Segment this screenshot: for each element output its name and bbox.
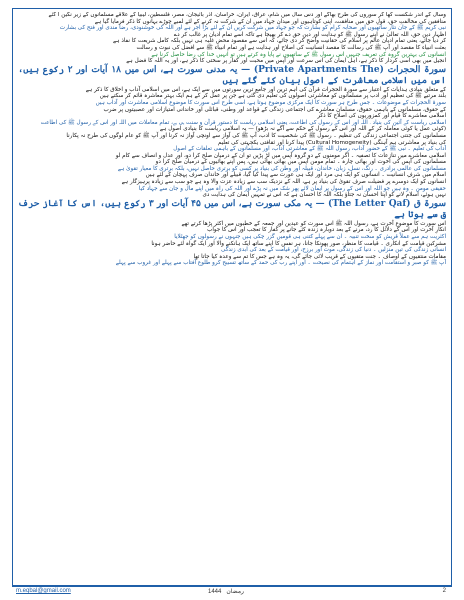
page-number: 2 (442, 588, 446, 594)
text-line: نبی کریم ﷺ کے جان نثار ساتھیوں اور صحابہ کرام کو بشارت کہ جو جہاد میں شرکت کریں ان کے لئے بڑا اجر ہے اور اللہ کی خوشنودی، رضا مندی اور فتح کی بشارت (59, 25, 446, 32)
section-heading: سورۃ ق (The Letter Qaf) — یہ مکی سورت ہے، اس میں ۴۵ آیات اور ۳ رکوع ہیں، اس کا آغاز حرف ق سے ہوتا ہے (18, 198, 446, 220)
text-line: انسانوں کو ایک دوسرے پر فضیلت صرف تقویٰ کی بنیاد پر ہے، اللہ کے نزدیک سب سے زیادہ عزت والا وہ ہے جو سب سے زیادہ پرہیزگار ہے (121, 179, 446, 186)
page-footer (12, 588, 452, 598)
text-line: منافقین کی مخالفتِ حق، قولِ حق میں منافقت، اپنی کوتاہیوں اور میدان جہاد میں ان کے شرکت نہ کرنے کے لئے لمبے چوڑے بہانوں کا ذکر فرمایا گیا ہے (94, 18, 446, 25)
text-line: کے متعلق بنیادی ہدایات کے اعتبار سے سورۃ الحجرات قرآن کی اہم ترین اور جامع ترین سورتوں میں سے ایک ہے، اس میں اسلامی آداب و اخلاق کا ذکر ہے (85, 86, 446, 93)
text-line: اسلامی معاشرے میں تنازعات کا تصفیہ ۔ اگر مومنوں کے دو گروہ آپس میں لڑ پڑیں تو ان کے درمیان صلح کرا دو، اور عدل و انصاف سے کام لو (115, 152, 446, 159)
text-line: اسلام میں شرفِ انسانیت ۔ انسانوں کو ایک ہی مرد اور ایک ہی عورت سے پیدا کیا گیا، قبیلے اور خاندان صرف پہچان کے لئے ہیں (145, 172, 446, 179)
author-email-link[interactable]: m.eqbal@gmail.com (16, 588, 71, 594)
text-line: انکارِ آخرت اور اس کے دلائل کا رد، مرنے کے بعد دوبارہ زندہ کئے جانے پر کفار کا تعجب اور اس کا جواب (207, 227, 446, 234)
footer-date (208, 588, 244, 595)
text-line: انجیل میں بھی اسی کردار کا ذکر ہے، اہل ایمان کی اس سرعت اور آپس میں محبت اور کفار پر سختی کا ذکر ہے، اور یہ اللہ کا فضل ہے (126, 58, 446, 65)
text-line: اس سورت کا موضوع آخرت ہے، رسول اللہ ﷺ اس سورت کو عیدین اور جمعہ کے خطبوں میں اکثر پڑھا کرتے تھے (181, 220, 446, 227)
text-line: مقامات منتقیوں کے اوصاف ۔ جنت متقیوں کے قریب لائی جائے گی، یہ وہ ہے جس کا تم سے وعدہ کیا جاتا تھا (193, 253, 446, 260)
text-line: مسلمانوں کی عالمی برادری ۔ رنگ، نسل، زبان، خاندان، قبیلہ اور وطن کی بنیاد پر کسی کو برتری حاصل نہیں، بلکہ برتری کا معیار تقویٰ ہے (117, 165, 446, 172)
text-line: کے حقوق، مسلمانوں کے باہمی حقوق، مسلمان معاشرے کی اجتماعی زندگی کے قواعد اور وطنی، قبائلی اور خاندانی امتیازات اور عصبیتوں پر ضرب (103, 106, 446, 113)
text-line: اسلامی ریاست کے آئین کی بنیاد ۔ اللہ اور اس کے رسول کی اطاعت، یعنی اسلامی ریاست کا دستور قرآن و سنت ہی ہے، تمام معاملات میں اللہ اور اس کے رسول ﷺ کی اطاعت (40, 119, 446, 126)
text-line: مسلمانوں کی جنتی اجتماعی زندگی کی تنظیم ۔ رسول ﷺ کی شخصیت کا ادب، آپ ﷺ کی آواز سے اونچی آواز نہ کرنا اور آپ ﷺ کو عام لوگوں کی طرح نہ پکارنا (66, 132, 446, 139)
text-line: وسال کے اندر شکست کھا کر سوروں کی طرح بھاگے اور دس سال میں شام، عراق، ایران، خراسان، آذر بائیجان، مصر، فلسطین، لیبیا کے علاقے مسلمانوں کے زیر نگین آ گئے (48, 12, 446, 18)
footer-year: 1444 (208, 589, 222, 595)
text-line: مشرکین قیامت کے انکاری ۔ قیامت کا منظر، صور پھونکا جانا، ہر نفس کا اپنے ساتھ ایک ہانکنے والا اور ایک گواہ لئے حاضر ہونا (151, 240, 446, 247)
text-line: سورۃ الحجرات کے موضوعات ۔ جس طرح ہر سورت کا ایک مرکزی موضوع ہوتا ہے، اسی طرح اس سورت کا موضوع اسلامی معاشرت اور آداب ہیں (95, 99, 446, 106)
text-line: (کوئی عمل یا کوئی معاملہ کر کے اللہ اور اس کے رسول کے حکم سے آگے نہ بڑھو) — یہ اسلامی ریاست کا بنیادی اصول ہے (159, 126, 446, 133)
text-line: آپ ﷺ کو صبر و استقامت اور نماز کے اہتمام کی نصیحت ۔ اور اپنے رب کی حمد کے ساتھ تسبیح کرو طلوع آفتاب سے پہلے اور غروب سے پہلے (115, 260, 446, 267)
text-line: انسانی زندگی کی تین منزلیں ۔ دنیا کی زندگی، موت اور برزخ، اور قیامت کے بعد کی ابدی زندگی (221, 247, 446, 254)
text-line: اظہار دین حق، اللہ تعالیٰ نے اپنے رسول ﷺ کو ہدایت اور دین حق دے کر بھیجا ہے تاکہ اسے تمام ادیان پر غالب کر دے (173, 31, 446, 38)
document-body (18, 12, 446, 568)
text-line: نہیں ہوئے، اسلام لانے کو اپنا احسان نہ جتاؤ بلکہ اللہ کا احسان ہے کہ اس نے تمہیں ایمان کی ہدایت دی (202, 192, 446, 199)
text-line: آداب کی تعلیم ۔ نبی ﷺ کے حضور آداب، رسول اللہ ﷺ کے معاشرتی آداب، اور مسلمانوں کے باہمی تعلقات کے اصول (173, 146, 446, 153)
footer-divider (12, 586, 452, 587)
text-line: کی بنیاد پر معاشرتی ہم آہنگی (Cultural Homogeneity) پیدا کرنا اور ثقافتی یکجہتی کی تعلیم (217, 139, 446, 146)
text-line: کر دیا جائے، یعنی تمام ادیان عالم پر اسلام کی حقانیت واضح کر دی جائے، کہ اس سے مقصود محض غلبہ ہی نہیں بلکہ کامل شریعت کا نفاذ ہے (113, 38, 446, 45)
section-heading: سورۃ الحجرات (Private Apartments The) — یہ مدنی سورت ہے، اس میں ۱۸ آیات اور ۲ رکوع ہیں، اس میں اسلامی معاشرت کے اصول بیان کئے گئے ہیں (18, 64, 446, 86)
text-line: بعثت انبیاء کا مقصد اور آپ ﷺ کی رسالت کا مقصد انسانیت کی اصلاح اور ہدایت ہے اور تمام انبیاء ﷺ سے افضل کی نبوت و رسالت (136, 44, 446, 51)
text-line: بلند مرتبے ﷺ کی تعظیم اور ادب پر مسلمانوں کو معاشرتی اصولوں کی تعلیم دی گئی ہے جن پر عمل کر کے ہم ایک بہتر معاشرہ قائم کر سکتے ہیں (99, 93, 446, 100)
text-line: اکثریت ہم سے عملاً قریش کو سخت تنبیہ ۔ ان سے پہلے کتنی ہی قومیں گزر چکی ہیں جنہوں نے رسولوں کو جھٹلایا (174, 234, 446, 241)
footer-month: رمضان (226, 589, 244, 595)
text-line: مسلمانوں کی آپس کی اخوت اور بھائی چارہ ۔ تمام مومن آپس میں بھائی بھائی ہیں، پس اپنے بھائیوں کے درمیان صلح کرا دو (155, 159, 446, 166)
text-line: اسلامی معاشرے کا قیام اور کمزوریوں کی اصلاح کا ذکر (317, 113, 446, 120)
text-line: انسانوں کی بہترین گروہ کی تعریف جنہیں اس رسول ﷺ کے ساتھیوں نے پایا وہ کرتے ہیں تو انہیں خدا کی رضا حاصل کرنا ہے (151, 51, 446, 58)
text-line: حقیقی مومن ۔ وہ ہیں جو اللہ اور اس کے رسول پر ایمان لائے پھر شک میں نہ پڑے اور اللہ کی راہ میں اپنے مال و جان سے جہاد کیا (138, 185, 446, 192)
